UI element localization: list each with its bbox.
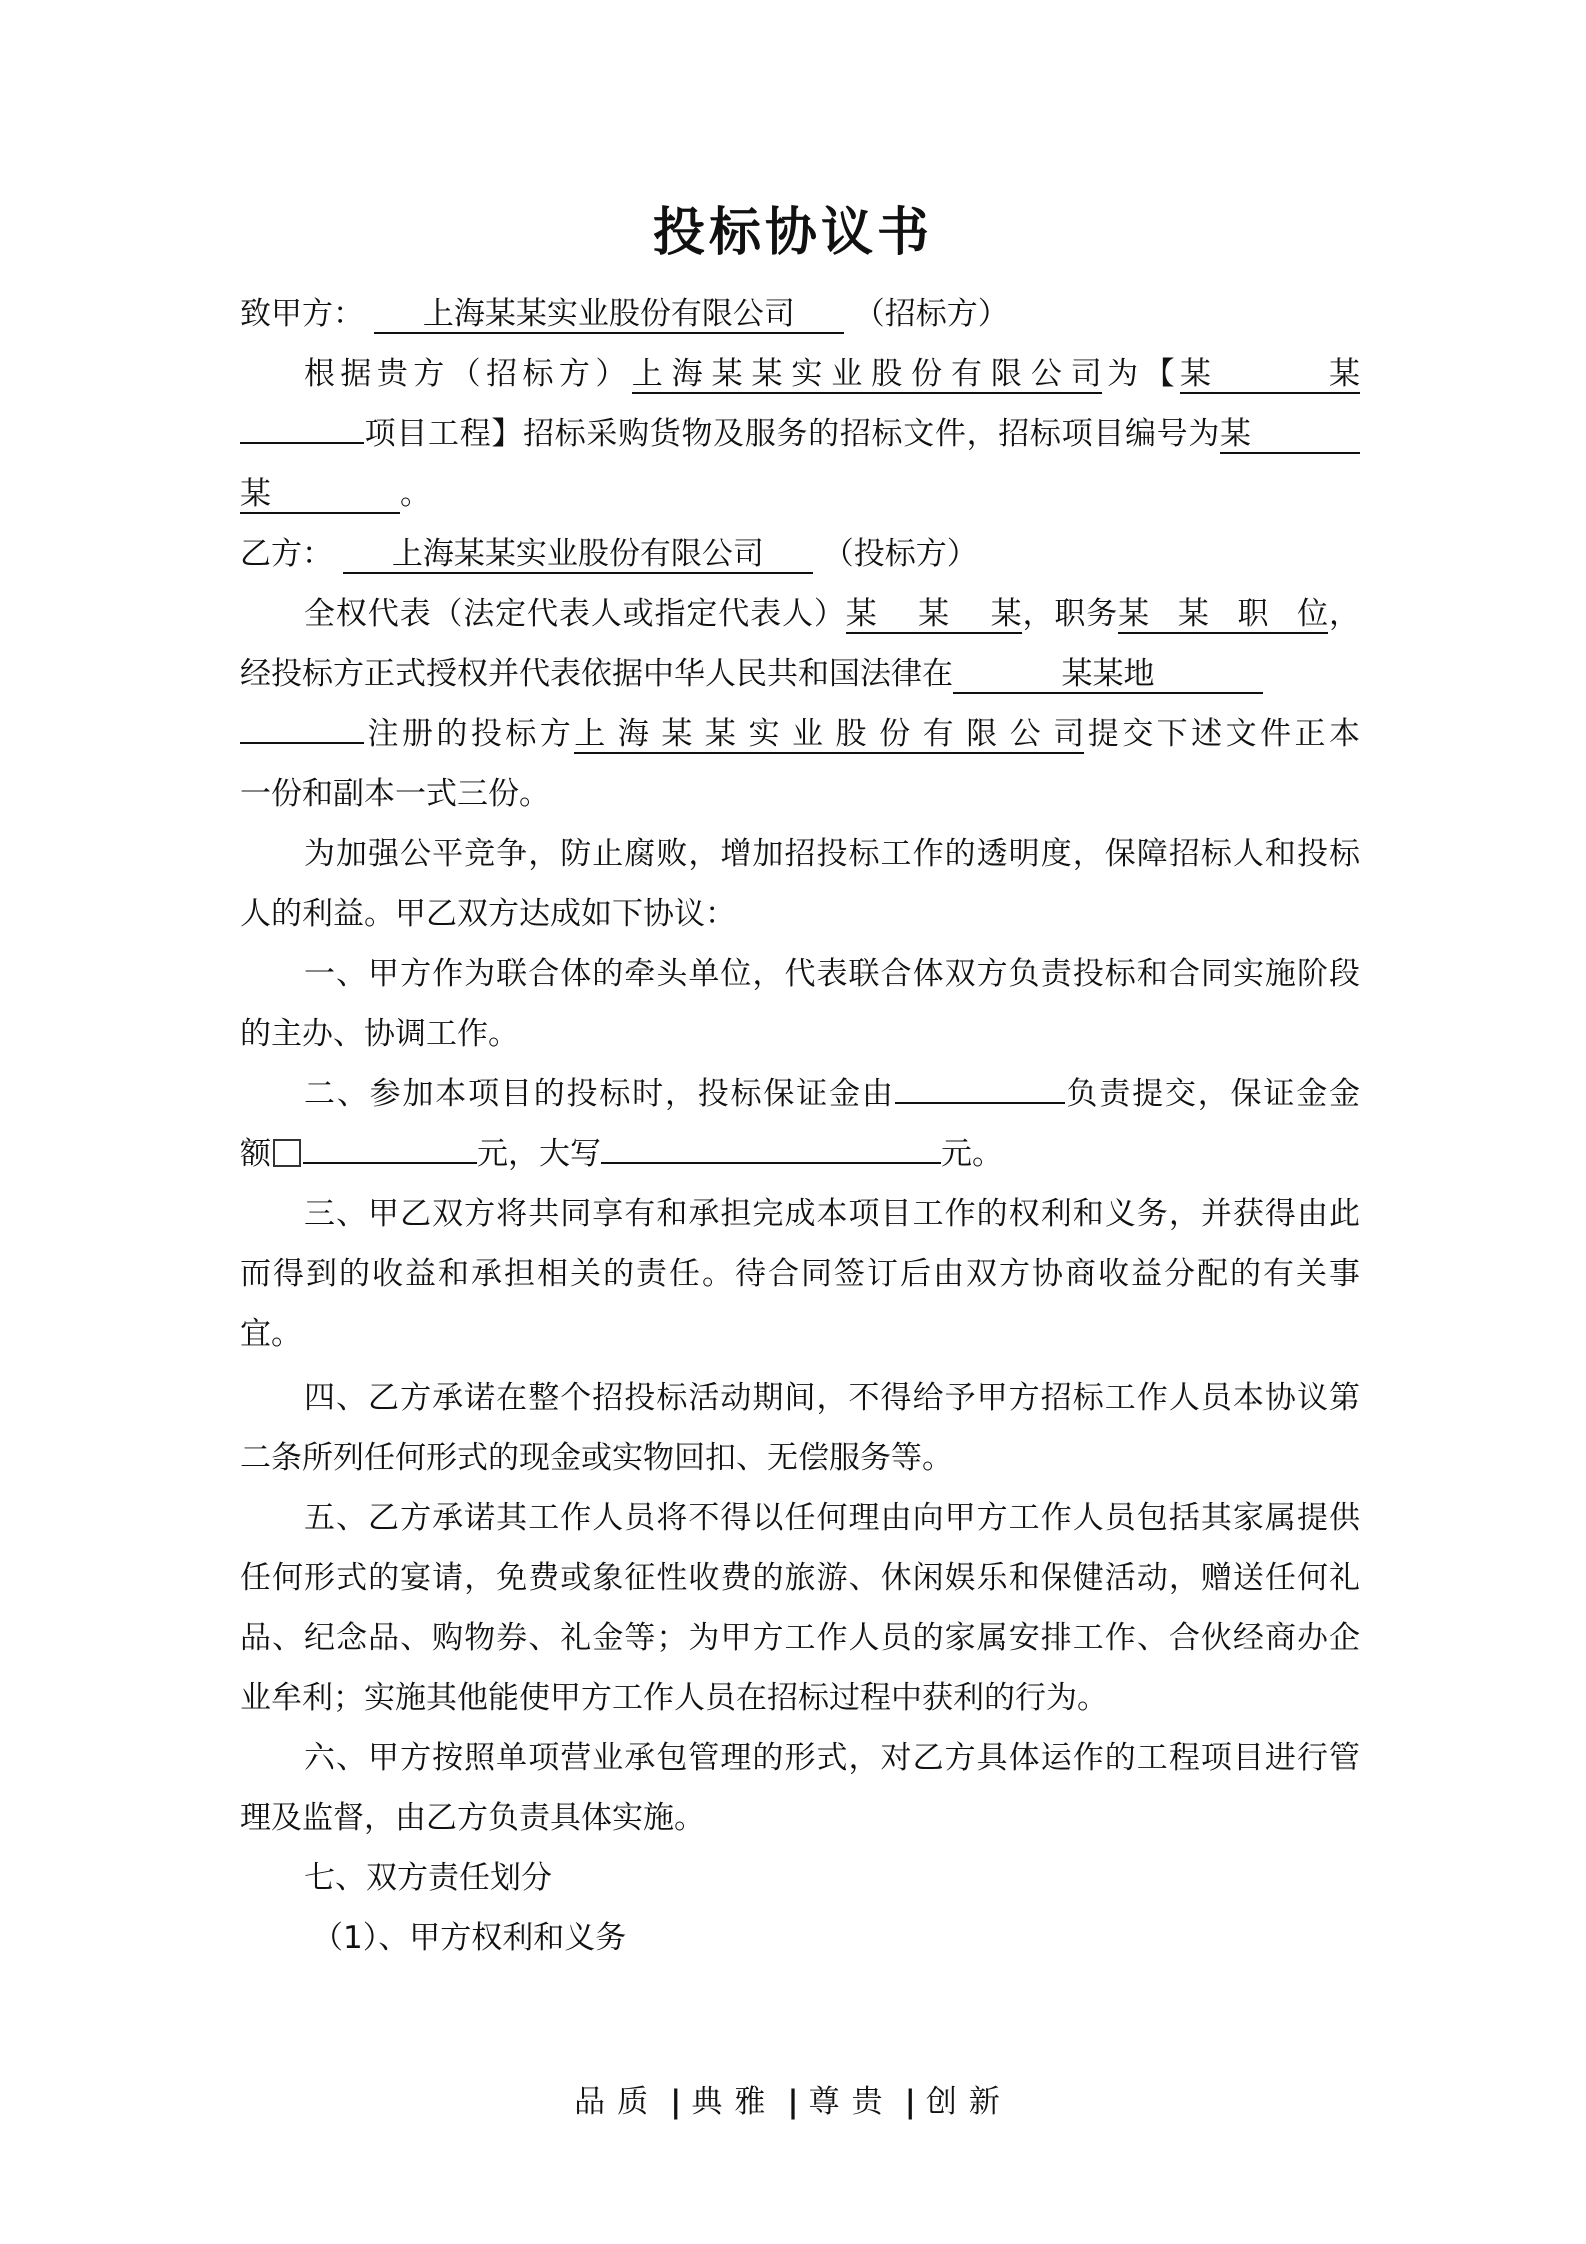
clause-2-text: 额 bbox=[240, 1136, 271, 1172]
project-number-field: 某 bbox=[1220, 416, 1360, 454]
project-name-field: 某某 bbox=[1180, 356, 1360, 392]
clause-7-heading: 七、双方责任划分 bbox=[304, 1860, 552, 1896]
clause-2-text: 元。 bbox=[941, 1136, 1003, 1172]
rep-text: 全权代表（法定代表人或指定代表人） bbox=[304, 596, 846, 632]
clause-4-line-2: 二条所列任何形式的现金或实物回扣、无偿服务等。 bbox=[240, 1440, 953, 1476]
clause-2-line-2 bbox=[240, 1132, 1360, 1176]
footer-word: 尊贵 bbox=[808, 2084, 895, 2120]
footer-separator: | bbox=[670, 2084, 682, 2120]
clause-7-subheading: （1）、甲方权利和义务 bbox=[312, 1920, 627, 1956]
project-name-field-cont bbox=[240, 442, 364, 444]
deposit-payer-field bbox=[895, 1102, 1065, 1104]
clause-1-line-1: 一、甲方作为联合体的牵头单位，代表联合体双方负责投标和合同实施阶段 bbox=[304, 956, 1360, 992]
clause-2-line-1 bbox=[304, 1072, 1360, 1116]
rep-line-1 bbox=[304, 592, 1360, 636]
basis-line-3 bbox=[240, 472, 1360, 516]
clause-6-line-2: 理及监督，由乙方负责具体实施。 bbox=[240, 1800, 705, 1836]
basis-text: 为【 bbox=[1101, 356, 1180, 392]
footer-separator: | bbox=[787, 2084, 799, 2120]
rep-line-3 bbox=[240, 712, 1360, 756]
to-party-a-line bbox=[240, 292, 1360, 336]
party-b-label: 乙方： bbox=[240, 536, 333, 572]
footer-slogan bbox=[0, 2080, 1586, 2124]
clause-4-line-1: 四、乙方承诺在整个招投标活动期间，不得给予甲方招标工作人员本协议第 bbox=[304, 1380, 1360, 1416]
party-b-suffix: （投标方） bbox=[822, 536, 978, 572]
rep-text: 提交下述文件正本 bbox=[1084, 716, 1361, 752]
tenderer-name-field: 上海某某实业股份有限公司 bbox=[631, 356, 1102, 392]
clause-6-line-1: 六、甲方按照单项营业承包管理的形式，对乙方具体运作的工程项目进行管 bbox=[304, 1740, 1360, 1776]
bidder-name-field: 上海某某实业股份有限公司 bbox=[574, 716, 1085, 752]
clause-3-line-2: 而得到的收益和承担相关的责任。待合同签订后由双方协商收益分配的有关事 bbox=[240, 1256, 1360, 1292]
document-title: 投标协议书 bbox=[652, 203, 933, 263]
registration-place-field-cont bbox=[240, 742, 364, 744]
rep-text: ，职务 bbox=[1021, 596, 1119, 632]
party-b-line bbox=[240, 532, 1360, 576]
footer-word: 品质 bbox=[574, 2084, 661, 2120]
basis-text: 项目工程】招标采购货物及服务的招标文件，招标项目编号为 bbox=[364, 416, 1220, 452]
deposit-amount-field bbox=[303, 1162, 477, 1164]
checkbox-icon bbox=[273, 1139, 301, 1167]
party-b-name-field: 上海某某实业股份有限公司 bbox=[343, 536, 813, 574]
rep-line-2 bbox=[240, 652, 1360, 696]
party-a-name-field: 上海某某实业股份有限公司 bbox=[374, 296, 844, 334]
footer-word: 典雅 bbox=[691, 2084, 778, 2120]
deposit-amount-words-field bbox=[601, 1162, 941, 1164]
rep-title-field: 某某职位 bbox=[1118, 596, 1329, 632]
clause-5-line-3: 品、纪念品、购物券、礼金等；为甲方工作人员的家属安排工作、合伙经商办企 bbox=[240, 1620, 1360, 1656]
clause-3-line-3: 宜。 bbox=[240, 1316, 302, 1352]
rep-text: 经投标方正式授权并代表依据中华人民共和国法律在 bbox=[240, 656, 953, 692]
rep-name-field: 某某某 bbox=[845, 596, 1022, 632]
clause-2-text: 负责提交，保证金金 bbox=[1064, 1076, 1361, 1112]
basis-line-2 bbox=[240, 412, 1360, 456]
clause-1-line-2: 的主办、协调工作。 bbox=[240, 1016, 519, 1052]
to-suffix: （招标方） bbox=[853, 296, 1009, 332]
intro-line-2: 人的利益。甲乙双方达成如下协议： bbox=[240, 896, 736, 932]
registration-place-field: 某某地 bbox=[953, 656, 1263, 694]
rep-text: 注册的投标方 bbox=[364, 716, 575, 752]
clause-3-line-1: 三、甲乙双方将共同享有和承担完成本项目工作的权利和义务，并获得由此 bbox=[304, 1196, 1360, 1232]
basis-text: 。 bbox=[400, 476, 431, 512]
project-number-field-cont: 某 bbox=[240, 476, 400, 514]
clause-5-line-4: 业牟利；实施其他能使甲方工作人员在招标过程中获利的行为。 bbox=[240, 1680, 1108, 1716]
basis-line-1 bbox=[304, 352, 1360, 396]
footer-word: 创新 bbox=[925, 2084, 1012, 2120]
clause-2-text: 元，大写 bbox=[477, 1136, 601, 1172]
clause-2-text: 二、参加本项目的投标时，投标保证金由 bbox=[304, 1076, 895, 1112]
rep-text: ， bbox=[1328, 596, 1361, 632]
clause-5-line-1: 五、乙方承诺其工作人员将不得以任何理由向甲方工作人员包括其家属提供 bbox=[304, 1500, 1360, 1536]
rep-line-4: 一份和副本一式三份。 bbox=[240, 776, 550, 812]
clause-5-line-2: 任何形式的宴请，免费或象征性收费的旅游、休闲娱乐和保健活动，赠送任何礼 bbox=[240, 1560, 1360, 1596]
footer-separator: | bbox=[904, 2084, 916, 2120]
to-label: 致甲方： bbox=[240, 296, 364, 332]
intro-line-1: 为加强公平竞争，防止腐败，增加招投标工作的透明度，保障招标人和投标 bbox=[304, 836, 1360, 872]
basis-text: 根据贵方（招标方） bbox=[304, 356, 632, 392]
